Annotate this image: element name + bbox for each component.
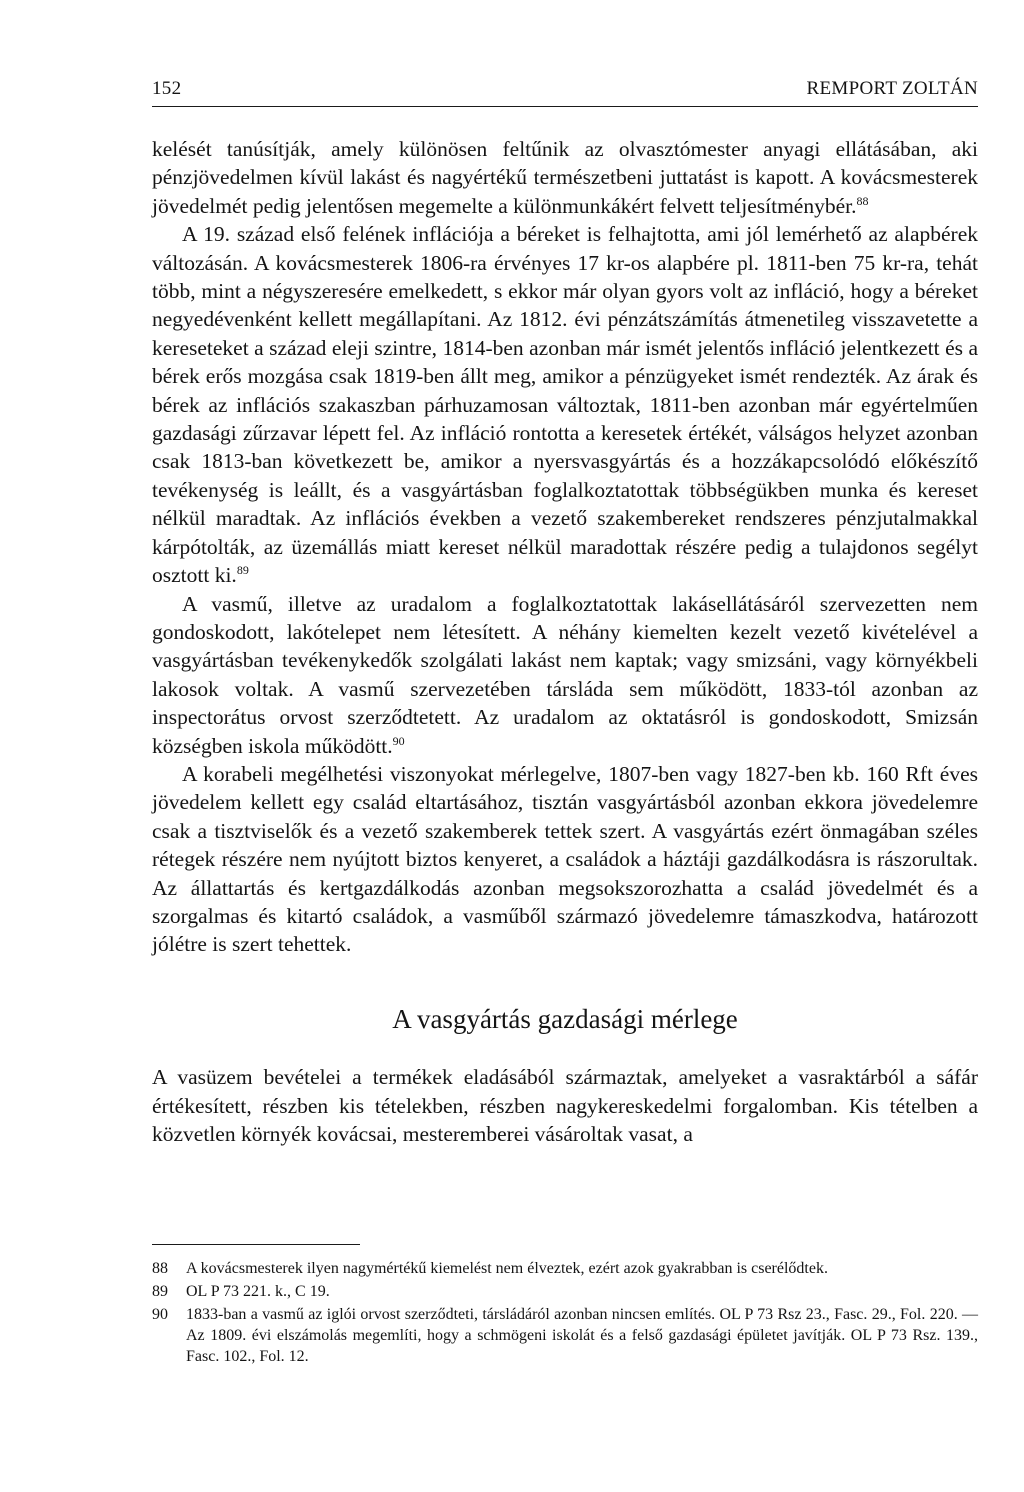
- section-paragraph: A vasüzem bevételei a termékek eladásából származtak, amelyeket a vasraktárból a sáfár értékesített, részben kis tételekben, részben nagykereskedelmi forgalomban. Kis tételben a közvetlen környék kovácsai, mesteremberei vásároltak vasat, a: [152, 1065, 978, 1146]
- footnote-90: [152, 1304, 978, 1367]
- section-title: A vasgyártás gazdasági mérlege: [392, 1003, 738, 1034]
- paragraph-3: A vasmű, illetve az uradalom a foglalkoztatottak lakásellátásáról szervezetten nem gondoskodott, lakótelepet nem létesített. A néhány kiemelten kezelt vezető kivételével a vasgyártásban tevékenykedők szolgálati lakást nem kaptak; vagy smizsáni, vagy környékbeli lakosok voltak. A vasmű szervezetében társláda sem működött, 1833-tól azonban az inspectorátus orvost szerződtetett. Az uradalom az oktatásról is gondoskodott, Smizsán községben iskola működött.$^{90}$: [152, 591, 978, 758]
- page-header: [152, 78, 978, 107]
- page-number: 152: [152, 78, 182, 99]
- footnote-number: 88: [152, 1260, 168, 1277]
- running-title: REMPORT ZOLTÁN: [806, 78, 978, 99]
- footnote-ref-90[interactable]: 90: [392, 733, 405, 748]
- footnotes: [152, 1258, 978, 1369]
- footnote-number: 89: [152, 1283, 168, 1300]
- footnote-text: A kovácsmesterek ilyen nagymértékű kiemelést nem élveztek, ezért azok gyakrabban is cserélődtek.: [186, 1260, 828, 1277]
- page: [152, 78, 978, 1148]
- footnote-89: [152, 1281, 978, 1302]
- footnote-text: 1833-ban a vasmű az iglói orvost szerződteti, társládáról azonban nincsen említés. OL P 73 Rsz 23., Fasc. 29., Fol. 220. — Az 1809. évi elszámolás megemlíti, hogy a schmögeni iskolát és a felső gazdasági épületet javítják. OL P 73 Rsz. 139., Fasc. 102., Fol. 12.: [186, 1306, 978, 1365]
- footnote-ref-89[interactable]: 89: [236, 562, 249, 577]
- footnote-divider: [152, 1244, 360, 1245]
- paragraph-1: kelését tanúsítják, amely különösen feltűnik az olvasztómester anyagi ellátásában, aki pénzjövedelmen kívül lakást és nagyértékű természetbeni juttatást is kapott. A kovácsmesterek jövedelmét pedig jelentősen megemelte a különmunkákért felvett teljesítménybér.$^{88}$: [152, 137, 978, 218]
- paragraph-4: A korabeli megélhetési viszonyokat mérlegelve, 1807-ben vagy 1827-ben kb. 160 Rft éves jövedelem kellett egy család eltartásához, tisztán vasgyártásból azonban ekkora jövedelemre csak a tisztviselők és a vezető szakemberek tettek szert. A vasgyártás ezért önmagában széles rétegek részére nem nyújtott biztos kenyeret, a családok a háztáji gazdálkodásra is rászorultak. Az állattartás és kertgazdálkodás azonban megsokszorozhatta a család jövedelmét és a szorgalmas és kitartó családok, a vasműből származó jövedelemre támaszkodva, határozott jólétre is szert tehettek.: [152, 761, 978, 957]
- footnote-number: 90: [152, 1306, 168, 1323]
- footnote-ref-88[interactable]: 88: [856, 193, 869, 208]
- body-text: [152, 135, 978, 1148]
- footnote-text: OL P 73 221. k., C 19.: [186, 1283, 330, 1300]
- footnote-88: [152, 1258, 978, 1279]
- paragraph-2: A 19. század első felének inflációja a béreket is felhajtotta, ami jól lemérhető az alapbérek változásán. A kovácsmesterek 1806-ra érvényes 17 kr-os alapbére pl. 1811-ben 75 kr-ra, tehát több, mint a négyszeresére emelkedett, s ekkor már olyan gyors volt az infláció, hogy a béreket negyedévenként kellett megállapítani. Az 1812. évi pénzátszámítás átmenetileg visszavetette a kereseteket a század eleji szintre, 1814-ben azonban már ismét jelentős infláció jelentkezett és a bérek erős mozgása csak 1819-ben állt meg, amikor a pénzügyeket ismét rendezték. Az árak és bérek az inflációs szakaszban párhuzamosan változtak, 1811-ben azonban már egyértelműen gazdasági zűrzavar lépett fel. Az infláció rontotta a keresetek értékét, válságos helyzet azonban csak 1813-ban következett be, amikor a nyersvasgyártás és a hozzákapcsolódó előkészítő tevékenység is leállt, és a vasgyártásban foglalkoztatottak többségükben munka és kereset nélkül maradtak. Az inflációs években a vezető szakembereket rendszeres pénzjutalmakkal kárpótolták, az üzemállás miatt kereset nélkül maradottak részére pedig a tulajdonos segélyt osztott ki.$^{89}$: [152, 222, 978, 588]
